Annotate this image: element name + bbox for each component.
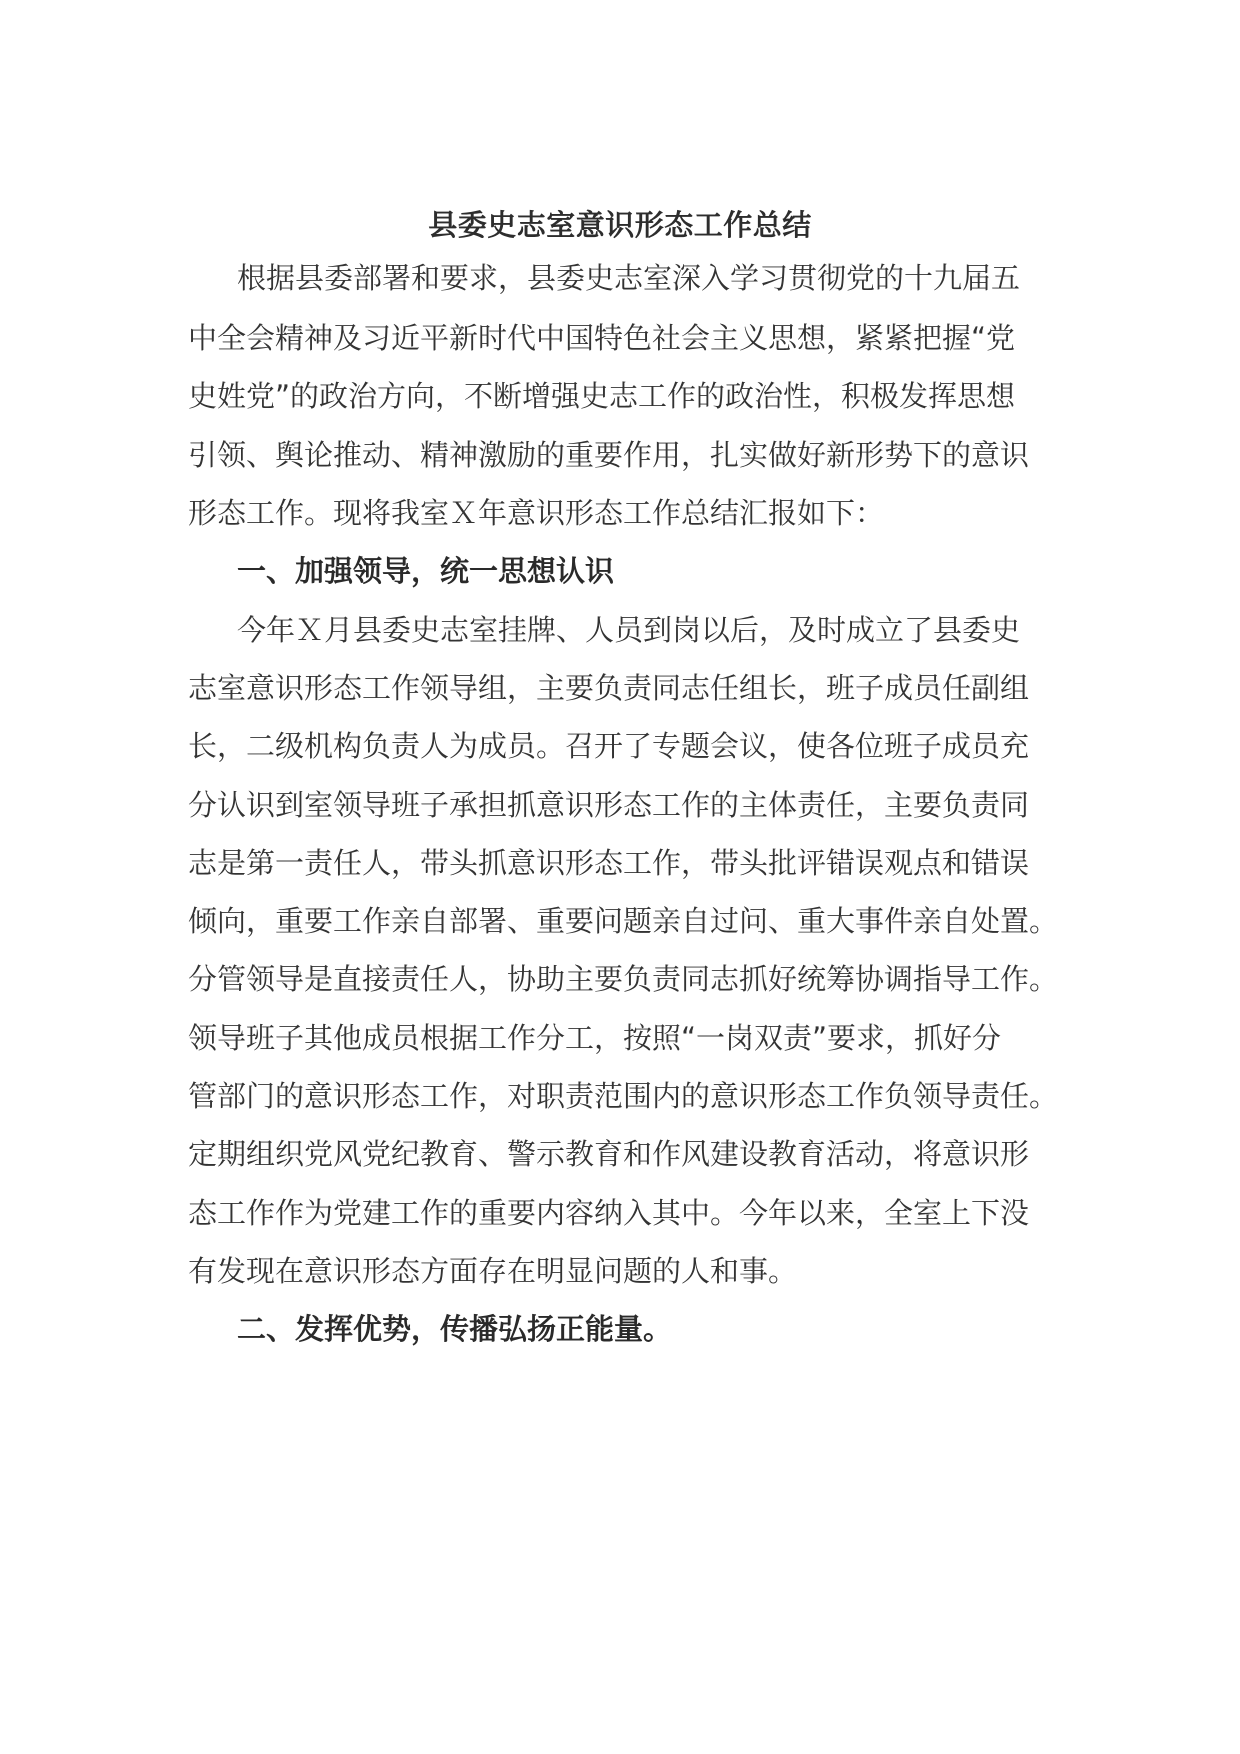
- paragraph-2-line-3: 长，二级机构负责人为成员。召开了专题会议，使各位班子成员充: [188, 729, 1030, 763]
- section-heading-1: 一、加强领导，统一思想认识: [237, 554, 615, 588]
- paragraph-2-line-12: 有发现在意识形态方面存在明显问题的人和事。: [188, 1254, 798, 1288]
- document-title: 县委史志室意识形态工作总结: [428, 208, 812, 242]
- paragraph-2-line-6: 倾向，重要工作亲自部署、重要问题亲自过问、重大事件亲自处置。: [188, 904, 1059, 938]
- paragraph-2-line-11: 态工作作为党建工作的重要内容纳入其中。今年以来，全室上下没: [188, 1196, 1030, 1230]
- paragraph-1-line-4: 引领、舆论推动、精神激励的重要作用，扎实做好新形势下的意识: [188, 438, 1030, 472]
- paragraph-2-line-7: 分管领导是直接责任人，协助主要负责同志抓好统筹协调指导工作。: [188, 962, 1059, 996]
- paragraph-2-line-2: 志室意识形态工作领导组，主要负责同志任组长，班子成员任副组: [188, 671, 1030, 705]
- paragraph-2-line-8: 领导班子其他成员根据工作分工，按照“一岗双责”要求，抓好分: [188, 1021, 1002, 1055]
- paragraph-2-line-1: 今年Ｘ月县委史志室挂牌、人员到岗以后，及时成立了县委史: [237, 613, 1021, 647]
- paragraph-1-line-5: 形态工作。现将我室Ｘ年意识形态工作总结汇报如下：: [188, 496, 885, 530]
- paragraph-2-line-4: 分认识到室领导班子承担抓意识形态工作的主体责任，主要负责同: [188, 788, 1030, 822]
- paragraph-1-line-1: 根据县委部署和要求，县委史志室深入学习贯彻党的十九届五: [237, 261, 1021, 295]
- section-heading-2: 二、发挥优势，传播弘扬正能量。: [237, 1312, 673, 1346]
- paragraph-2-line-9: 管部门的意识形态工作，对职责范围内的意识形态工作负领导责任。: [188, 1079, 1059, 1113]
- paragraph-1-line-2: 中全会精神及习近平新时代中国特色社会主义思想，紧紧把握“党: [188, 321, 1016, 355]
- paragraph-2-line-10: 定期组织党风党纪教育、警示教育和作风建设教育活动，将意识形: [188, 1137, 1030, 1171]
- paragraph-1-line-3: 史姓党”的政治方向，不断增强史志工作的政治性，积极发挥思想: [188, 379, 1016, 413]
- paragraph-2-line-5: 志是第一责任人，带头抓意识形态工作，带头批评错误观点和错误: [188, 846, 1030, 880]
